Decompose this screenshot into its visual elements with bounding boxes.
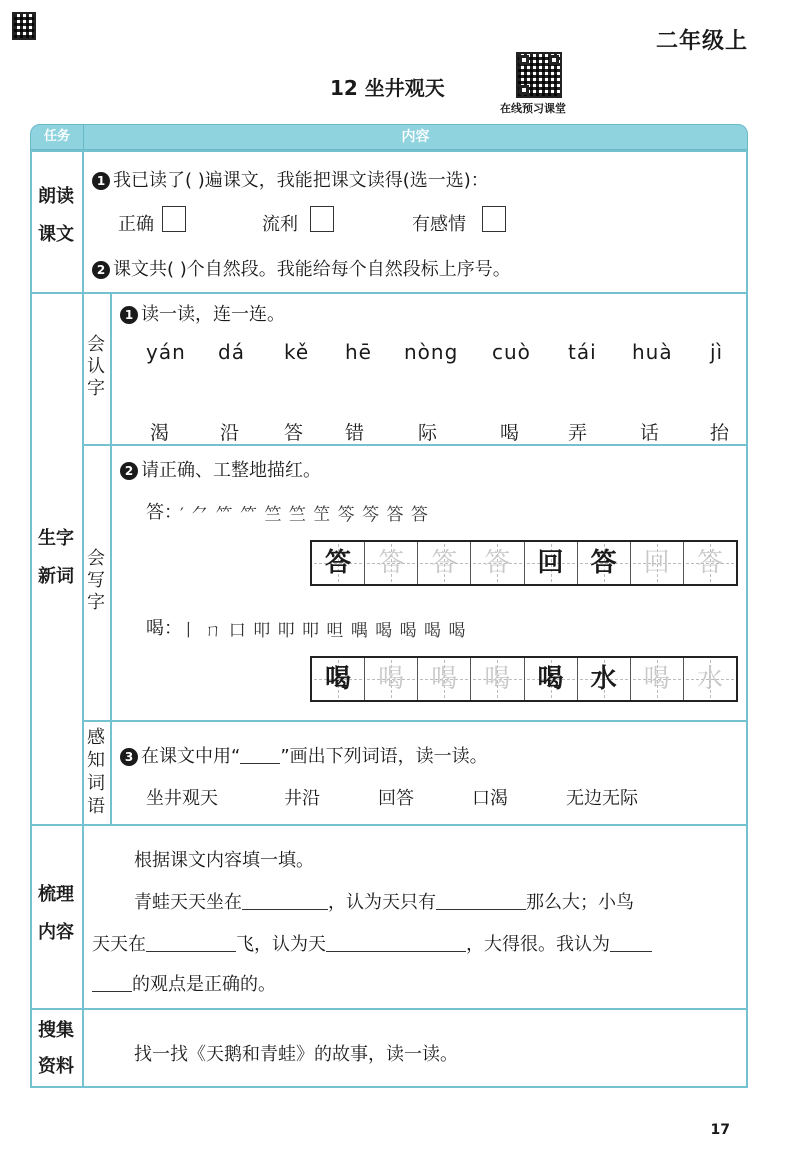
grid-char: 喝 [484, 664, 511, 694]
grid-cell[interactable] [525, 542, 578, 584]
hanzi[interactable]: 渴 [150, 422, 170, 444]
grid-char: 水 [696, 664, 723, 694]
fill-blank[interactable] [326, 951, 466, 952]
sublabel-write [82, 548, 110, 614]
grid-cell[interactable] [418, 658, 471, 700]
divider [30, 292, 748, 294]
grid-cell[interactable] [631, 658, 684, 700]
word[interactable]: 口渴 [472, 788, 508, 809]
hanzi[interactable]: 弄 [568, 422, 588, 444]
grid-cell[interactable] [525, 658, 578, 700]
grid-char: 喝 [431, 664, 458, 694]
pinyin[interactable]: kě [284, 340, 310, 364]
sublabel-char: 感 [87, 727, 105, 748]
grid-cell[interactable] [578, 542, 631, 584]
grid-char: 答 [431, 548, 458, 578]
table-header [30, 124, 748, 150]
grid-char: 答 [325, 548, 352, 578]
grid-char: 水 [590, 664, 617, 694]
hanzi[interactable]: 际 [418, 422, 438, 444]
section-label-reading [30, 182, 82, 250]
grid-char: 答 [696, 548, 723, 578]
line-text: 青蛙天天坐在 [134, 892, 242, 913]
sublabel-char: 语 [87, 796, 105, 817]
label-text: 生字 [38, 528, 74, 549]
pinyin[interactable]: hē [345, 340, 372, 364]
hanzi[interactable]: 错 [345, 422, 365, 444]
grid-cell[interactable] [312, 658, 365, 700]
qr-code-small [12, 12, 36, 40]
hanzi[interactable]: 抬 [710, 422, 730, 444]
divider [30, 824, 748, 826]
grid-char: 喝 [378, 664, 405, 694]
header-content: 内容 [83, 125, 747, 149]
divider [110, 292, 112, 824]
option-label: 正确 [118, 214, 154, 235]
sublabel-char: 字 [87, 592, 105, 613]
number-badge: 2 [120, 462, 138, 480]
grid-cell[interactable] [365, 542, 418, 584]
pinyin[interactable]: cuò [492, 340, 531, 364]
hanzi[interactable]: 沿 [220, 422, 240, 444]
write-instruction [120, 456, 321, 482]
sublabel-char: 词 [87, 773, 105, 794]
grid-char: 喝 [325, 664, 352, 694]
grid-cell[interactable] [471, 542, 524, 584]
sublabel-char: 认 [87, 356, 105, 377]
sorting-line1 [134, 888, 634, 914]
underline-sample [240, 763, 280, 764]
grid-cell[interactable] [684, 658, 736, 700]
grid-char: 喝 [643, 664, 670, 694]
sublabel-char: 会 [87, 548, 105, 569]
pinyin[interactable]: tái [568, 340, 597, 364]
practice-grid-answer[interactable] [310, 540, 738, 586]
label-text: 朗读 [38, 186, 74, 207]
grid-char: 喝 [537, 664, 564, 694]
grid-char: 答 [484, 548, 511, 578]
fill-blank[interactable] [92, 991, 132, 992]
sublabel-char: 知 [87, 750, 105, 771]
word[interactable]: 无边无际 [566, 788, 638, 809]
fill-blank[interactable] [436, 909, 526, 910]
q2-text: 课文共( )个自然段。我能给每个自然段标上序号。 [113, 259, 511, 280]
line-text: 飞，认为天 [236, 934, 326, 955]
grid-char: 答 [378, 548, 405, 578]
instruction-text: ”画出下列词语，读一读。 [280, 746, 488, 767]
sublabel-perceive [82, 726, 110, 818]
number-badge: 3 [120, 748, 138, 766]
line-text: ，大得很。我认为 [466, 934, 610, 955]
label-text: 梳理 [38, 884, 74, 905]
sorting-line3 [92, 970, 276, 996]
divider [82, 150, 84, 1088]
grid-char: 回 [643, 548, 670, 578]
line-text: ，认为天只有 [328, 892, 436, 913]
sublabel-recognize [82, 334, 110, 400]
label-text: 搜集 [38, 1020, 74, 1041]
q1-text: 我已读了( )遍课文，我能把课文读得(选一选)： [113, 170, 489, 191]
section-label-collect [30, 1016, 82, 1082]
qr-caption: 在线预习课堂 [500, 102, 566, 115]
reading-q2 [92, 255, 511, 281]
header-task: 任务 [43, 129, 70, 144]
fill-blank[interactable] [610, 951, 652, 952]
pinyin[interactable]: jì [710, 340, 724, 364]
practice-grid-drink[interactable] [310, 656, 738, 702]
line-text: 那么大；小鸟 [526, 892, 634, 913]
line-text: 天天在 [92, 934, 146, 955]
reading-q1 [92, 166, 489, 192]
grid-char: 回 [537, 548, 564, 578]
label-text: 内容 [38, 922, 74, 943]
sublabel-char: 写 [87, 570, 105, 591]
option-label: 流利 [262, 214, 298, 235]
section-label-characters [30, 524, 82, 592]
number-badge: 1 [92, 172, 110, 190]
grid-cell[interactable] [631, 542, 684, 584]
label-text: 课文 [38, 224, 74, 245]
word[interactable]: 井沿 [284, 788, 320, 809]
divider [82, 720, 748, 722]
collect-text: 找一找《天鹅和青蛙》的故事，读一读。 [134, 1044, 458, 1065]
grid-cell[interactable] [578, 658, 631, 700]
fill-blank[interactable] [242, 909, 328, 910]
hanzi[interactable]: 答 [284, 422, 304, 444]
instruction-text: 读一读，连一连。 [141, 304, 285, 325]
checkbox-emotion[interactable] [482, 206, 506, 232]
hanzi[interactable]: 话 [640, 422, 660, 444]
fill-blank[interactable] [146, 951, 236, 952]
page-number: 17 [710, 1122, 730, 1138]
word[interactable]: 坐井观天 [146, 788, 218, 809]
lesson-title: 12 坐井观天 [330, 76, 445, 100]
sorting-intro: 根据课文内容填一填。 [134, 850, 314, 871]
word[interactable]: 回答 [378, 788, 414, 809]
option-label: 有感情 [412, 214, 466, 235]
number-badge: 1 [120, 306, 138, 324]
grid-cell[interactable] [312, 542, 365, 584]
pinyin[interactable]: yán [146, 340, 186, 364]
char2-label: 喝： [146, 618, 182, 639]
grid-cell[interactable] [418, 542, 471, 584]
recognize-instruction [120, 300, 285, 326]
section-label-sorting [30, 880, 82, 948]
checkbox-correct[interactable] [162, 206, 186, 232]
grade-label: 二年级上 [655, 29, 748, 54]
char1-stroke-order: ′ ⺈ ⺮ ⺮ 竺 竺 笁 笒 笒 答 答 [180, 505, 429, 525]
pinyin[interactable]: huà [632, 340, 673, 364]
grid-cell[interactable] [471, 658, 524, 700]
qr-code[interactable] [516, 52, 562, 98]
grid-cell[interactable] [684, 542, 736, 584]
label-text: 资料 [38, 1056, 74, 1077]
char2-stroke-order: 丨 ㄇ 口 叩 叩 叩 呾 喁 喝 喝 喝 喝 [180, 621, 467, 641]
grid-cell[interactable] [365, 658, 418, 700]
grid-char: 答 [590, 548, 617, 578]
instruction-text: 在课文中用“ [141, 746, 241, 767]
label-text: 新词 [38, 566, 74, 587]
pinyin[interactable]: dá [218, 340, 245, 364]
number-badge: 2 [92, 261, 110, 279]
sublabel-char: 会 [87, 334, 105, 355]
char1-label: 答： [146, 502, 182, 523]
divider [30, 1008, 748, 1010]
sublabel-char: 字 [87, 378, 105, 399]
hanzi[interactable]: 喝 [500, 422, 520, 444]
line-text: 的观点是正确的。 [132, 974, 276, 995]
sorting-line2 [92, 930, 652, 956]
instruction-text: 请正确、工整地描红。 [141, 460, 321, 481]
checkbox-fluent[interactable] [310, 206, 334, 232]
perceive-instruction [120, 742, 488, 768]
pinyin[interactable]: nòng [404, 340, 459, 364]
